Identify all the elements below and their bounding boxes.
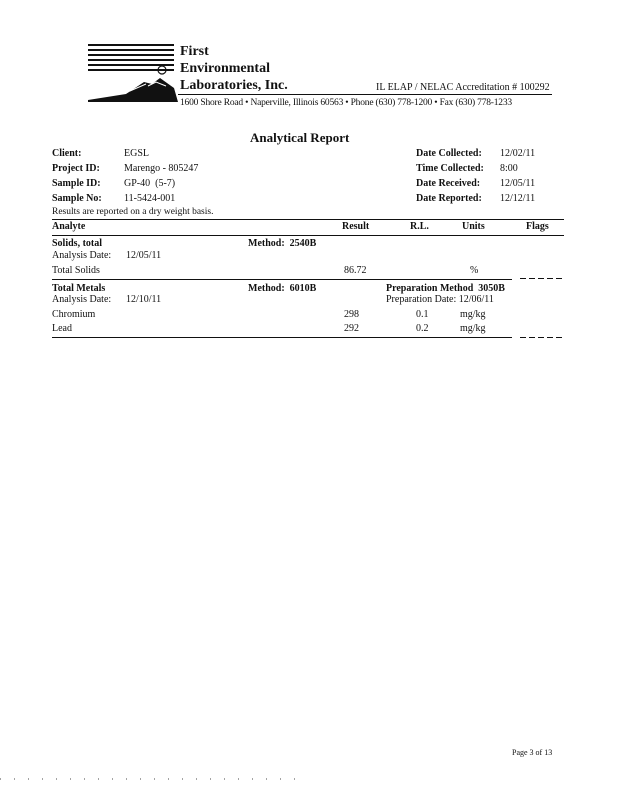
client-label: Client: (52, 148, 82, 159)
date-received-value: 12/05/11 (500, 178, 536, 189)
row-analyte: Total Solids (52, 265, 100, 276)
company-name-line2: Environmental (180, 61, 270, 76)
solids-analysis-date: 12/05/11 (126, 250, 162, 261)
metals-analysis-date-label: Analysis Date: (52, 294, 112, 305)
solids-analysis-date-label: Analysis Date: (52, 250, 112, 261)
letterhead-address: 1600 Shore Road • Naperville, Illinois 60563 • Phone (630) 778-1200 • Fax (630) 778-1233 (180, 98, 512, 108)
report-title: Analytical Report (250, 130, 350, 145)
project-id-value: Marengo - 805247 (124, 163, 199, 174)
accreditation: IL ELAP / NELAC Accreditation # 100292 (376, 82, 550, 93)
sample-no-value: 11-5424-001 (124, 193, 176, 204)
group-solids-method: Method: 2540B (248, 238, 317, 249)
flags-dash (520, 278, 564, 279)
date-reported-value: 12/12/11 (500, 193, 536, 204)
row-rl: 0.2 (416, 323, 429, 334)
basis-note: Results are reported on a dry weight basis. (52, 207, 214, 217)
row-analyte: Chromium (52, 309, 96, 320)
solids-bottom-rule (52, 279, 512, 280)
col-header-units: Units (462, 221, 485, 232)
group-metals-title: Total Metals (52, 283, 106, 294)
company-logo (86, 44, 178, 106)
sample-no-label: Sample No: (52, 193, 102, 204)
sample-id-label: Sample ID: (52, 178, 101, 189)
col-header-rl: R.L. (410, 221, 429, 232)
col-header-analyte: Analyte (52, 221, 86, 232)
metals-prep-date: Preparation Date: 12/06/11 (386, 294, 494, 305)
flags-dash-bottom (520, 337, 564, 338)
date-collected-label: Date Collected: (416, 148, 482, 159)
row-result: 86.72 (344, 265, 367, 276)
time-collected-label: Time Collected: (416, 163, 484, 174)
col-header-flags: Flags (526, 221, 549, 232)
table-bottom-rule (52, 337, 512, 338)
page-number: Page 3 of 13 (512, 748, 553, 757)
group-solids-title: Solids, total (52, 238, 103, 249)
col-header-result: Result (342, 221, 370, 232)
logo-mountain-icon (86, 44, 178, 106)
row-result: 298 (344, 309, 359, 320)
project-id-label: Project ID: (52, 163, 100, 174)
table-top-rule (52, 219, 564, 220)
row-result: 292 (344, 323, 359, 334)
row-units: mg/kg (460, 309, 486, 320)
company-name-line3: Laboratories, Inc. (180, 78, 288, 93)
table-header-rule (52, 235, 564, 236)
date-received-label: Date Received: (416, 178, 481, 189)
company-name-line1: First (180, 44, 209, 59)
date-reported-label: Date Reported: (416, 193, 482, 204)
letterhead-rule (178, 94, 552, 95)
metals-analysis-date: 12/10/11 (126, 294, 162, 305)
row-rl: 0.1 (416, 309, 429, 320)
time-collected-value: 8:00 (500, 163, 518, 174)
row-analyte: Lead (52, 323, 72, 334)
row-units: % (470, 265, 479, 276)
date-collected-value: 12/02/11 (500, 148, 536, 159)
row-units: mg/kg (460, 323, 486, 334)
sample-id-value: GP-40 (5-7) (124, 178, 176, 189)
group-metals-method: Method: 6010B (248, 283, 317, 294)
scan-noise (0, 778, 300, 780)
metals-prep-method: Preparation Method 3050B (386, 283, 505, 294)
client-value: EGSL (124, 148, 149, 159)
